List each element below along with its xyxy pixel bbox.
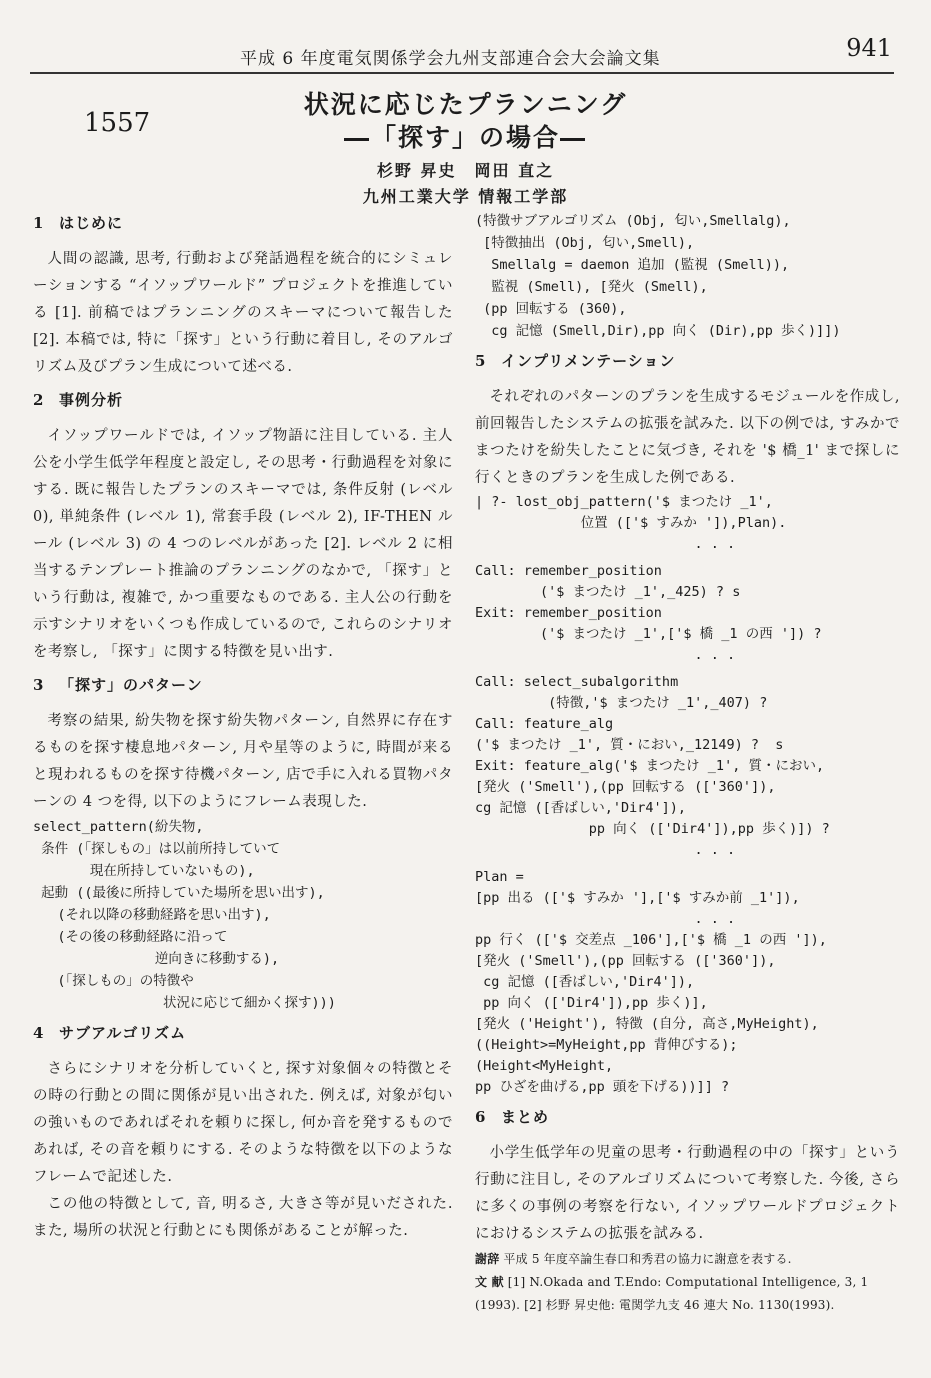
section-heading: 2 事例分析 [33, 391, 124, 409]
paragraph: それぞれのパターンのプランを生成するモジュールを作成し, 前回報告したシステムの拡張を試みた. 以下の例では, すみかでまつたけを紛失したことに気づき, それを '$ 橋_1' まで探しに行くときのプランを生成した例である. [475, 389, 900, 486]
paragraph: イソップワールドでは, イソップ物語に注目している. 主人公を小学生低学年程度と設定し, その思考・行動過程を対象にする. 既に報告したプランのスキーマでは, 条件反射 (レベル 0), 単純条件 (レベル 1), 常套手段 (レベル 2), IF-THEN ルール (レベル 3) の 4 つのレベルがあった [2]. レベル 2 に相当するテンプレート推論のプランニングのなかで, 「探す」という行動は, 複雑で, かつ重要なものである. 主人公の行動を示すシナリオをいくつも作成しているので, これらのシナリオを考察し, 「探す」に関する特徴を見い出す. [33, 428, 453, 660]
paragraph: 小学生低学年の児童の思考・行動過程の中の「探す」という行動に注目し, そのアルゴリズムについて考察した. 今後, さらに多くの事例の考察を行ない, イソップワールドプロジェクトにおけるシステムの拡張を試みる. [475, 1145, 900, 1242]
journal-title: 平成 6 年度電気関係学会九州支部連合会大会論文集 [240, 49, 661, 69]
title-line-2: ―「探す」の場合― [343, 123, 587, 152]
paragraph: 人間の認識, 思考, 行動および発話過程を統合的にシミュレーションする “イソップワールド” プロジェクトを推進している [1]. 前稿ではプランニングのスキーマについて報告した [2]. 本稿では, 特に「探す」という行動に着目し, そのアルゴリズム及びプラン生成について述べる. [33, 251, 453, 375]
title-line-1: 状況に応じたプランニング [303, 90, 628, 119]
page-number: 941 [846, 34, 892, 62]
code-block: (特徴サブアルゴリズム (Obj, 匂い,Smellalg), [特徴抽出 (Obj, 匂い,Smell), Smellalg = daemon 追加 (監視 (Smell)), 監視 (Smell), [発火 (Smell), (pp 回転する (360), cg 記憶 (Smell,Dir),pp 向く (Dir),pp 歩く)]]) [475, 213, 841, 339]
section-heading: 3 「探す」のパターン [33, 676, 203, 694]
section-heading: 5 インプリメンテーション [475, 352, 676, 370]
paragraph: この他の特徴として, 音, 明るさ, 大きさ等が見いだされた. また, 場所の状況と行動とにも関係があることが解った. [33, 1196, 453, 1239]
paper-number: 1557 [84, 108, 151, 138]
author-block [0, 158, 931, 210]
references: 文 献 [1] N.Okada and T.Endo: Computational Intelligence, 3, 1 (1993). [2] 杉野 昇史他: 電関学九支 46 連大 No. 1130(1993). [475, 1275, 869, 1312]
acknowledgement: 謝辞 平成 5 年度卒論生春口和秀君の協力に謝意を表する. [475, 1252, 792, 1266]
code-block: Call: select_subalgorithm (特徴,'$ まつたけ _1',_407) ? Call: feature_alg ('$ まつたけ _1', 質・におい,_12149) ? s Exit: feature_alg('$ まつたけ _1', 質・におい, [発火 ('Smell'),(pp 回転する (['360']), cg 記憶 ([香ばしい,'Dir4']), pp 向く (['Dir4']),pp 歩く)]) ? . . . [475, 674, 830, 858]
page-header [30, 34, 894, 74]
section-heading: 1 はじめに [33, 214, 124, 232]
left-column [33, 210, 453, 1245]
code-block: select_pattern(紛失物, 条件 (「探しもの」は以前所持していて 現在所持していないもの), 起動 ((最後に所持していた場所を思い出す), (それ以降の移動経路を思い出す), (その後の移動経路に沿って 逆向きに移動する), (「探しもの」の特徴や 状況に応じて細かく探す))) [33, 819, 336, 1011]
authors: 杉野 昇史 岡田 直之 [376, 161, 555, 180]
code-block: Plan = [pp 出る (['$ すみか '],['$ すみか前 _1']), . . . pp 行く (['$ 交差点 _106'],['$ 橋 _1 の西 ']), [発火 ('Smell'),(pp 回転する (['360']), cg 記憶 ([香ばしい,'Dir4']), pp 向く (['Dir4']),pp 歩く)], [発火 ('Height'), 特徴 (自分, 高さ,MyHeight), ((Height>=MyHeight,pp 背伸びする); (Height<MyHeight, pp ひざを曲げる,pp 頭を下げる))]] ? [475, 869, 827, 1095]
paper-title [0, 88, 931, 154]
paragraph: 考察の結果, 紛失物を探す紛失物パターン, 自然界に存在するものを探す棲息地パターン, 月や星等のように, 時間が来ると現われるものを探す待機パターン, 店で手に入れる買物パターンの 4 つを得, 以下のようにフレーム表現した. [33, 713, 453, 810]
section-heading: 6 まとめ [475, 1108, 550, 1126]
right-column [475, 210, 900, 1317]
affiliation: 九州工業大学 情報工学部 [362, 187, 569, 206]
paragraph: さらにシナリオを分析していくと, 探す対象個々の特徴とその時の行動との間に関係が見い出された. 例えば, 対象が匂いの強いものであればそれを頼りに探し, 何か音を発するものであれば, その音を頼りにする. そのような特徴を以下のようなフレームで記述した. [33, 1061, 453, 1185]
section-heading: 4 サブアルゴリズム [33, 1024, 187, 1042]
code-block: | ?- lost_obj_pattern('$ まつたけ _1', 位置 (['$ すみか ']),Plan). . . . [475, 494, 787, 552]
code-block: Call: remember_position ('$ まつたけ _1',_425) ? s Exit: remember_position ('$ まつたけ _1',['$ 橋 _1 の西 ']) ? . . . [475, 563, 822, 663]
